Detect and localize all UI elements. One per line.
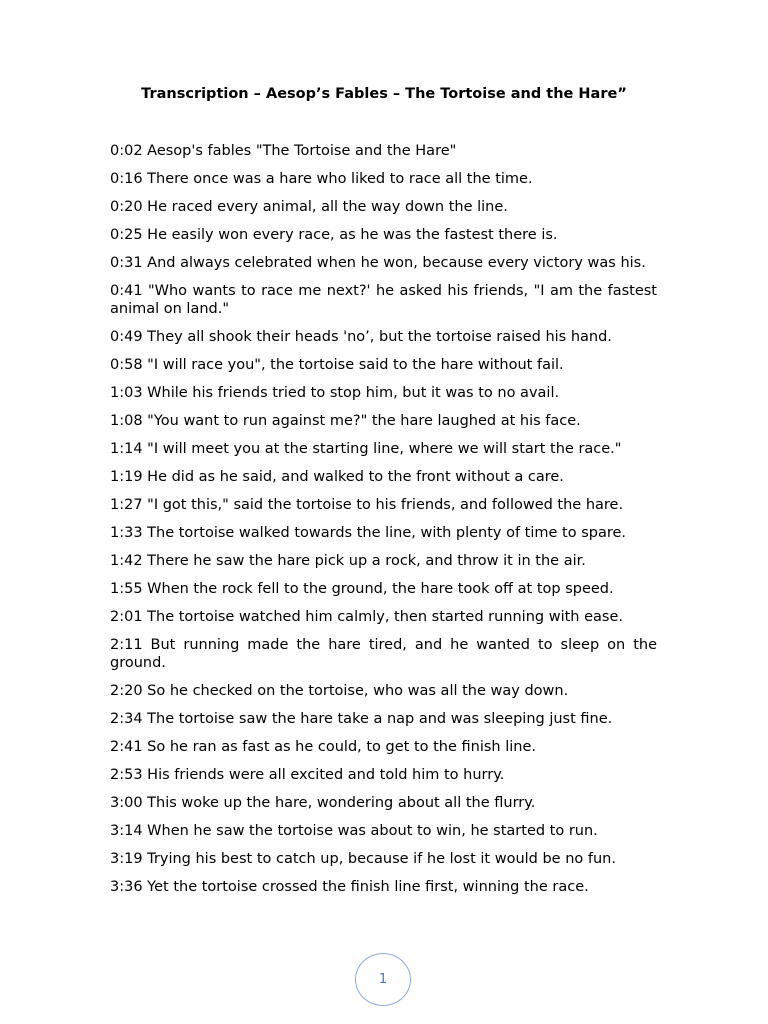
transcript-line: 2:20 So he checked on the tortoise, who was all the way down. [110,683,569,699]
transcript-line: 0:41 "Who wants to race me next?' he asked his friends, "I am the fastest animal on land." [110,283,657,317]
page-number-badge [355,953,411,1006]
transcript-line: 2:34 The tortoise saw the hare take a nap and was sleeping just fine. [110,711,613,727]
transcript-line: 3:19 Trying his best to catch up, because if he lost it would be no fun. [110,851,616,867]
transcript-line: 1:33 The tortoise walked towards the line, with plenty of time to spare. [110,525,627,541]
transcript-line: 3:36 Yet the tortoise crossed the finish line first, winning the race. [110,879,589,895]
transcript-line: 1:19 He did as he said, and walked to the front without a care. [110,469,564,485]
transcript-line: 0:49 They all shook their heads 'no’, but the tortoise raised his hand. [110,329,612,345]
transcript-line: 2:11 But running made the hare tired, and he wanted to sleep on the ground. [110,637,657,671]
page-number: 1 [378,972,388,987]
document-title: Transcription – Aesop’s Fables – The Tortoise and the Hare” [141,86,627,102]
transcript-line: 3:00 This woke up the hare, wondering about all the flurry. [110,795,536,811]
transcript-line: 0:16 There once was a hare who liked to race all the time. [110,171,533,187]
transcript-line: 2:41 So he ran as fast as he could, to get to the finish line. [110,739,537,755]
transcript-line: 1:14 "I will meet you at the starting line, where we will start the race." [110,441,622,457]
transcript-line: 0:20 He raced every animal, all the way down the line. [110,199,508,215]
transcript-line: 1:42 There he saw the hare pick up a rock, and throw it in the air. [110,553,586,569]
transcript-line: 2:53 His friends were all excited and told him to hurry. [110,767,505,783]
transcript-line: 0:58 "I will race you", the tortoise said to the hare without fail. [110,357,564,373]
transcript-line: 1:27 "I got this," said the tortoise to his friends, and followed the hare. [110,497,624,513]
transcript-line: 1:55 When the rock fell to the ground, the hare took off at top speed. [110,581,614,597]
transcript-line: 1:08 "You want to run against me?" the hare laughed at his face. [110,413,581,429]
transcript-line: 2:01 The tortoise watched him calmly, then started running with ease. [110,609,623,625]
transcript-lines [110,142,657,906]
transcript-line: 3:14 When he saw the tortoise was about to win, he started to run. [110,823,598,839]
transcript-line: 0:31 And always celebrated when he won, because every victory was his. [110,255,646,271]
transcript-line: 0:25 He easily won every race, as he was the fastest there is. [110,227,558,243]
transcript-line: 1:03 While his friends tried to stop him, but it was to no avail. [110,385,560,401]
transcript-line: 0:02 Aesop's fables "The Tortoise and the Hare" [110,143,457,159]
